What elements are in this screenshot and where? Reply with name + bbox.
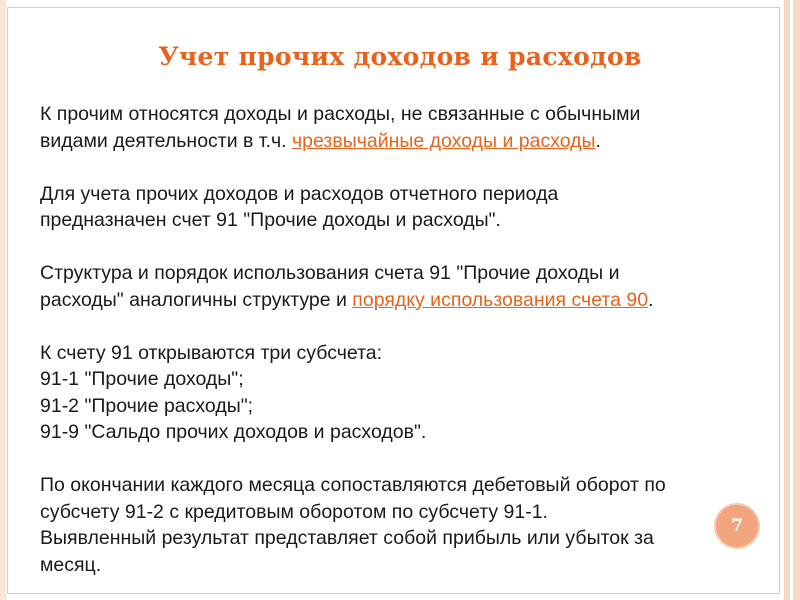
paragraph-punct: . — [595, 129, 601, 152]
paragraph-line: К счету 91 открываются три субсчета: — [40, 341, 383, 364]
paragraph-line: субсчету 91-2 с кредитовым оборотом по субсчету 91-1. — [40, 500, 548, 523]
subaccount-item: 91-2 "Прочие расходы"; — [40, 394, 254, 417]
paragraph-line: По окончании каждого месяца сопоставляются дебетовый оборот по — [40, 474, 666, 496]
paragraph-subaccounts — [40, 340, 770, 446]
paragraph-line: Выявленный результат представляет собой прибыль или убыток за — [40, 527, 654, 549]
slide-title: Учет прочих доходов и расходов — [158, 42, 642, 71]
left-border-strip — [0, 0, 6, 600]
account-90-usage-link[interactable]: порядку использования счета 90 — [352, 288, 649, 311]
page-number-badge: 7 — [716, 505, 758, 547]
paragraph-other-income-definition — [40, 101, 770, 154]
paragraph-line: Для учета прочих доходов и расходов отчетного периода — [40, 182, 559, 205]
paragraph-line: месяц. — [40, 553, 102, 576]
paragraph-account-91-purpose — [40, 181, 770, 234]
extraordinary-income-link[interactable]: чрезвычайные доходы и расходы — [292, 129, 596, 152]
paragraph-line: К прочим относятся доходы и расходы, не связанные с обычными — [40, 103, 641, 125]
paragraph-punct: . — [648, 288, 654, 311]
paragraph-line: расходы" аналогичны структуре и — [40, 288, 353, 311]
paragraph-line: Структура и порядок использования счета 91 "Прочие доходы и — [40, 262, 620, 284]
paragraph-account-91-structure — [40, 260, 770, 313]
slide-body — [40, 101, 770, 578]
paragraph-line: видами деятельности в т.ч. — [40, 129, 292, 152]
paragraph-month-end — [40, 472, 770, 578]
subaccount-item: 91-9 "Сальдо прочих доходов и расходов". — [40, 421, 427, 443]
paragraph-line: предназначен счет 91 "Прочие доходы и расходы". — [40, 209, 501, 231]
right-border-line — [790, 0, 793, 600]
subaccount-item: 91-1 "Прочие доходы"; — [40, 368, 244, 390]
